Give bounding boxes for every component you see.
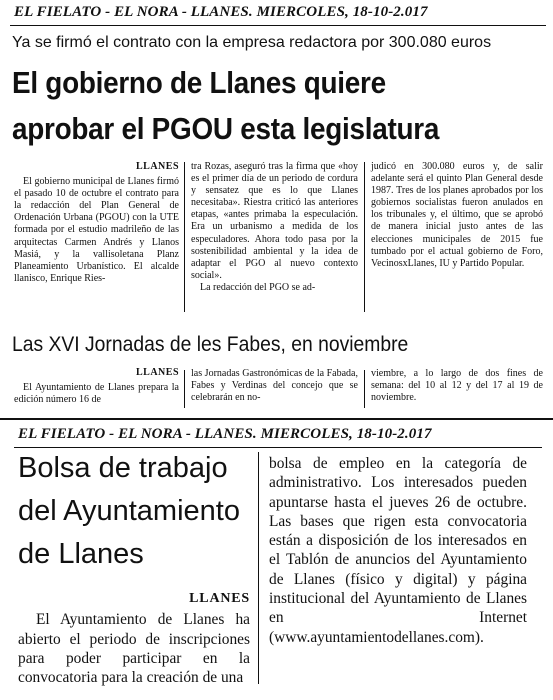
dateline: LLANES [135, 161, 179, 172]
column-text: tra Rozas, aseguró tras la firma que «hoy es el primer día de un periodo de cordura y sensatez que es lo que Llanes necesitaba». Riestra criticó las anteriores etapas, «antes primaba la especulación. Era un urbanismo a medida de los especuladores. Ahora todo pasa por la sostenibilidad ambiental y la idea de adaptar el PGO al nuevo contexto social». [191, 161, 358, 281]
column-divider [364, 370, 365, 408]
dateline: LLANES [189, 591, 250, 606]
column-text: La redacción del PGO se ad- [200, 281, 316, 293]
headline-line-2: del Ayuntamiento [18, 495, 240, 527]
headline-line-1: El gobierno de Llanes quiere [12, 65, 386, 100]
header-rule [10, 25, 546, 26]
article-column-2 [191, 161, 358, 294]
column-divider [364, 162, 365, 312]
clipping-header: EL FIELATO - EL NORA - LLANES. MIERCOLES, 18-10-2.017 [18, 426, 432, 442]
article-column-1 [18, 589, 250, 687]
column-text: El Ayuntamiento de Llanes prepara la edición número 16 de [14, 382, 179, 406]
column-text: El gobierno municipal de Llanes firmó el pasado 10 de octubre el contrato para la redacción del Plan General de Ordenación Urbana (PGOU) con la UTE formada por el estudio madrileño de las arquitectas Carmen Andrés y Llanos Masiá, y la vallisoletana Planz Planeamiento Urbanístico. El alcalde llanisco, Enrique Ries- [14, 176, 179, 284]
column-text: bolsa de empleo en la categoría de administrativo. Los interesados pueden apuntarse hasta el jueves 26 de octubre. Las bases que rigen esta convocatoria están a disposición de los interesados en el Tablón de anuncios del Ayuntamiento de Llanes (físico y digital) y página institucional del Ayuntamiento de Llanes en Internet (www.ayuntamientodellanes.com). [269, 455, 527, 646]
headline: Las XVI Jornadas de les Fabes, en noviembre [12, 333, 409, 356]
article-column-3 [371, 368, 543, 404]
column-text: judicó en 300.080 euros y, de salir adelante será el quinto Plan General desde 1987. Tres de los planes aprobados por los gobiernos socialistas fueron anulados en los tribunales y, el último, que se aprobó de manera inicial justo antes de las elecciones municipales de 2015 fue tumbado por el actual gobierno de Foro, VecinosxLlanes, IU y Partido Popular. [371, 161, 543, 269]
column-text: las Jornadas Gastronómicas de la Fabada, Fabes y Verdinas del concejo que se celebrarán en no- [191, 368, 358, 404]
headline-line-2: aprobar el PGOU esta legislatura [12, 111, 440, 146]
article-column-2 [269, 454, 527, 647]
column-divider [184, 162, 185, 312]
column-divider [258, 452, 259, 684]
article-column-2 [191, 368, 358, 404]
article-kicker: Ya se firmó el contrato con la empresa redactora por 300.080 euros [12, 34, 492, 51]
column-text: viembre, a lo largo de dos fines de semana: del 10 al 12 y del 17 al 19 de noviembre. [371, 368, 543, 404]
article-column-1 [14, 161, 179, 285]
column-divider [184, 370, 185, 408]
article-column-3 [371, 161, 543, 270]
clipping-separator [0, 418, 553, 420]
headline-line-3: de Llanes [18, 538, 144, 570]
clipping-header: EL FIELATO - EL NORA - LLANES. MIERCOLES, 18-10-2.017 [14, 4, 428, 20]
column-text: El Ayuntamiento de Llanes ha abierto el periodo de inscripciones para poder participar en la convocatoria para la creación de una [18, 611, 250, 687]
dateline: LLANES [135, 367, 179, 378]
article-column-1 [14, 367, 179, 406]
headline-line-1: Bolsa de trabajo [18, 452, 228, 484]
